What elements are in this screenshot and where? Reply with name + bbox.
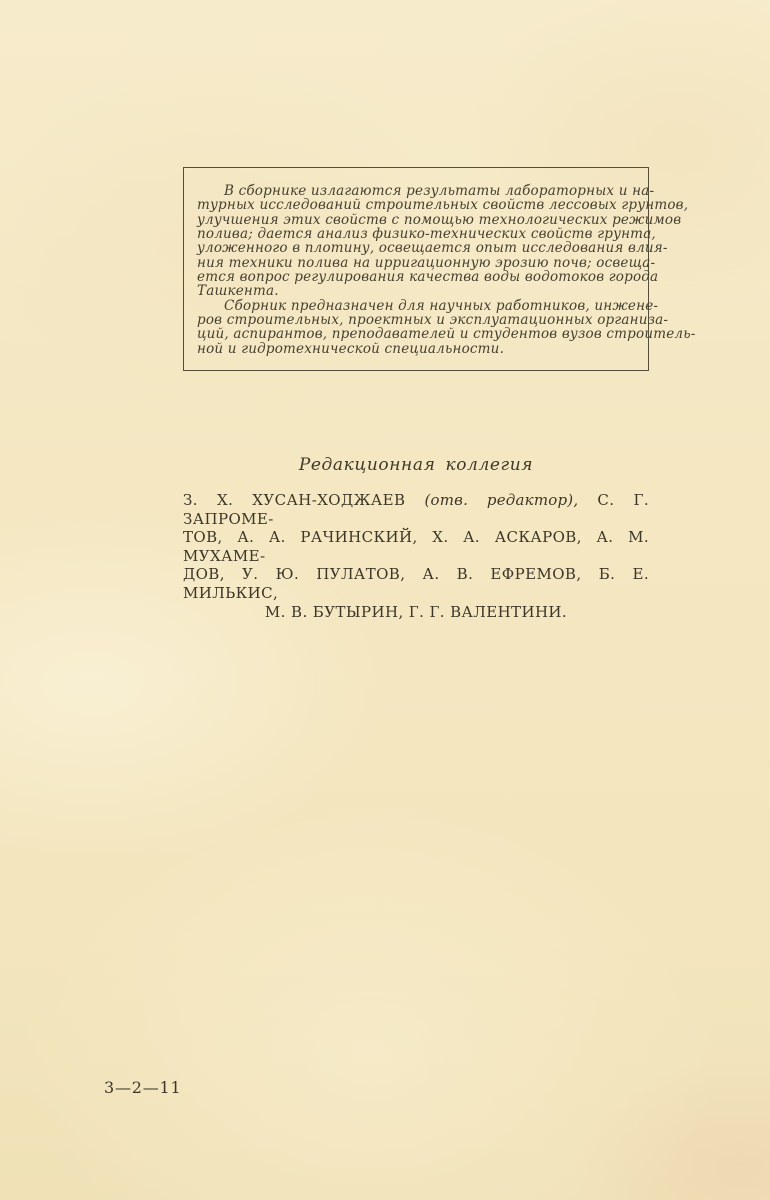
abstract-text-line: улучшения этих свойств с помощью технологических режимов [197,211,682,228]
editor-names-text: М. В. БУТЫРИН, Г. Г. ВАЛЕНТИНИ. [264,602,568,621]
abstract-text-line: ется вопрос регулирования качества воды водотоков города [197,269,659,286]
editorial-names-line [183,491,649,528]
abstract-text-line: В сборнике излагаются результаты лабораторных и на- [224,183,655,199]
abstract-box [183,167,696,371]
abstract-text-line: ров строительных, проектных и эксплуатационных организа- [197,312,669,329]
abstract-text-line: ций, аспирантов, преподавателей и студентов вузов строитель- [197,326,696,343]
editor-names-text: ДОВ, У. Ю. ПУЛАТОВ, А. В. ЕФРЕМОВ, Б. Е. МИЛЬКИС, [183,565,649,602]
editorial-board-heading: Редакционная коллегия [298,455,534,475]
editorial-board-names [183,491,649,621]
editor-names-text: ТОВ, А. А. РАЧИНСКИЙ, Х. А. АСКАРОВ, А. М. МУХАМЕ- [183,528,649,565]
editor-names-text: З. Х. ХУСАН-ХОДЖАЕВ [183,491,425,509]
editorial-names-line [183,603,649,622]
abstract-text-line: уложенного в плотину, освещается опыт исследования влия- [197,240,668,257]
editorial-names-line [183,565,649,602]
abstract-text-line: полива; дается анализ физико-технических свойств грунта, [197,226,656,243]
abstract-text-line: ной и гидротехнической специальности. [197,340,505,357]
editor-names-text: С. Г. ЗАПРОМЕ- [183,491,649,528]
abstract-text-line: Ташкента. [197,283,279,300]
editor-role-label: (отв. редактор), [424,491,579,509]
print-order-code: 3—2—11 [104,1078,182,1097]
abstract-text-line: Сборник предназначен для научных работников, инжене- [224,297,659,314]
editorial-names-line [183,528,649,565]
abstract-text-line: ния техники полива на ирригационную эрозию почв; освеща- [197,254,656,271]
abstract-text-line: турных исследований строительных свойств лессовых грунтов, [197,197,689,214]
